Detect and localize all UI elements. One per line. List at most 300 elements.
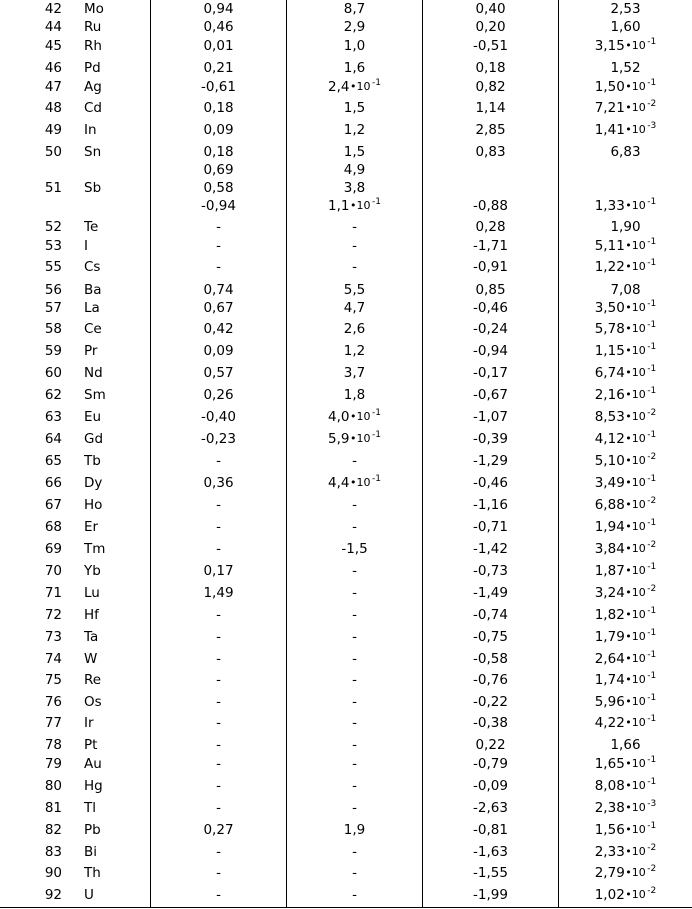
exponent: -1 [647,606,657,616]
value-col-2: - [352,800,357,816]
mantissa: 7,21 [594,100,625,116]
sci-value-col-4 [559,519,692,537]
value-col-3: -1,49 [473,585,508,601]
value-col-3: -1,55 [473,865,508,881]
table-row [0,715,692,731]
value-col-1: - [216,756,221,772]
value-col-2: 4,7 [343,300,366,316]
value-col-2: - [352,453,357,469]
sci-value-col-4 [559,672,692,690]
times-10: •10 [625,80,646,93]
times-10: •10 [625,39,646,52]
sci-value-col-4 [559,122,692,140]
times-10: •10 [350,476,371,489]
atomic-number: 59 [44,343,62,359]
sci-value-col-4 [559,79,692,97]
times-10: •10 [625,322,646,335]
mantissa: 2,4 [328,79,350,95]
exponent: -1 [647,78,657,88]
table-row [0,387,692,403]
element-symbol: Te [84,219,99,235]
value-col-1: - [216,651,221,667]
value-col-3: -0,67 [473,387,508,403]
exponent: -1 [647,320,657,330]
value-col-3: 1,14 [475,100,506,116]
atomic-number: 67 [44,497,62,513]
table-row [0,343,692,359]
mantissa: 1,15 [594,343,625,359]
value-col-2: 1,2 [343,122,366,138]
exponent: -1 [647,299,657,309]
table-row [0,778,692,794]
atomic-number: 47 [44,79,62,95]
mantissa: 3,24 [594,585,625,601]
sci-value-col-4 [559,715,692,733]
mantissa: 1,02 [594,887,625,903]
sci-value-col-4 [559,887,692,905]
element-symbol: Ho [84,497,103,513]
value-col-1: - [216,778,221,794]
value-col-2: - [352,737,357,753]
times-10: •10 [625,432,646,445]
value-col-2: - [352,865,357,881]
value-col-2: 5,5 [343,282,366,298]
sci-value-col-4 [559,756,692,774]
times-10: •10 [625,410,646,423]
element-symbol: Os [84,694,102,710]
exponent: -1 [372,78,381,88]
value-col-1: 0,58 [203,180,234,196]
table-row [0,409,692,425]
value-col-3: -0,81 [473,822,508,838]
value-col-3: -0,74 [473,607,508,623]
atomic-number: 81 [44,800,62,816]
value-col-1: 0,67 [203,300,234,316]
sci-value-col-4 [559,607,692,625]
mantissa: 1,87 [594,563,625,579]
exponent: -1 [647,197,657,207]
value-col-2: - [352,844,357,860]
sci-value-col-4 [559,865,692,883]
value-col-3: 0,18 [475,60,506,76]
sci-value-col-4 [559,409,692,427]
value-col-3: -0,39 [473,431,508,447]
element-symbol: In [84,122,97,138]
times-10: •10 [625,652,646,665]
times-10: •10 [625,866,646,879]
atomic-number: 75 [44,672,62,688]
table-row [0,585,692,601]
exponent: -1 [647,755,657,765]
exponent: -2 [647,886,657,896]
table-row [0,365,692,381]
exponent: -1 [647,386,657,396]
value-col-2: - [352,715,357,731]
exponent: -1 [647,237,657,247]
mantissa: 2,33 [594,844,625,860]
mantissa: 5,96 [594,694,625,710]
element-symbol: Pt [84,737,98,753]
exponent: -2 [647,864,657,874]
exponent: -2 [647,99,657,109]
sci-value-col-4 [559,100,692,118]
sci-value-col-4 [559,321,692,339]
value-col-3: -0,17 [473,365,508,381]
value-col-1: - [216,887,221,903]
value-col-2: - [352,238,357,254]
value-col-1: - [216,453,221,469]
value-col-4: 7,08 [610,282,641,298]
atomic-number: 62 [44,387,62,403]
sci-value-col-4 [559,38,692,56]
value-col-3: -0,94 [473,343,508,359]
atomic-number: 49 [44,122,62,138]
mantissa: 1,82 [594,607,625,623]
sci-value-col-2 [287,409,422,427]
value-col-3: -1,16 [473,497,508,513]
exponent: -2 [647,452,657,462]
sci-value-col-4 [559,541,692,559]
value-col-1: 0,42 [203,321,234,337]
value-col-2: - [352,629,357,645]
value-col-1: 0,69 [203,162,234,178]
value-col-2: 1,8 [343,387,366,403]
mantissa: 2,38 [594,800,625,816]
value-col-3: -2,63 [473,800,508,816]
exponent: -2 [647,496,657,506]
element-symbol: Tb [84,453,101,469]
atomic-number: 77 [44,715,62,731]
atomic-number: 70 [44,563,62,579]
atomic-number: 53 [44,238,62,254]
value-col-2: - [352,887,357,903]
element-symbol: Sb [84,180,102,196]
atomic-number: 82 [44,822,62,838]
table-row [0,865,692,881]
atomic-number: 66 [44,475,62,491]
element-symbol: La [84,300,100,316]
element-symbol: Ru [84,19,102,35]
value-col-2: 1,5 [343,144,366,160]
mantissa: 3,84 [594,541,625,557]
element-symbol: Ce [84,321,102,337]
mantissa: 1,56 [594,822,625,838]
element-symbol: Bi [84,844,98,860]
exponent: -1 [647,342,657,352]
value-col-2: 3,8 [343,180,366,196]
atomic-number: 45 [44,38,62,54]
table-row [0,1,692,17]
mantissa: 1,1 [328,198,350,214]
value-col-3: -0,91 [473,259,508,275]
exponent: -3 [647,799,657,809]
value-col-1: 0,57 [203,365,234,381]
value-col-3: -1,07 [473,409,508,425]
atomic-number: 80 [44,778,62,794]
table-row [0,259,692,275]
sci-value-col-4 [559,259,692,277]
times-10: •10 [625,260,646,273]
atomic-number: 63 [44,409,62,425]
value-col-3: 0,40 [475,1,506,17]
exponent: -1 [647,474,657,484]
value-col-1: - [216,737,221,753]
atomic-number: 79 [44,756,62,772]
value-col-1: - [216,607,221,623]
atomic-number: 60 [44,365,62,381]
atomic-number: 52 [44,219,62,235]
value-col-1: - [216,541,221,557]
sci-value-col-4 [559,387,692,405]
table-row [0,519,692,535]
atomic-number: 90 [44,865,62,881]
times-10: •10 [625,757,646,770]
value-col-1: - [216,219,221,235]
mantissa: 5,11 [594,238,625,254]
value-col-4: 1,60 [610,19,641,35]
element-symbol: Gd [84,431,104,447]
sci-value-col-4 [559,800,692,818]
element-symbol: Cs [84,259,101,275]
element-symbol: Er [84,519,99,535]
value-col-3: 0,20 [475,19,506,35]
sci-value-col-4 [559,453,692,471]
times-10: •10 [625,586,646,599]
times-10: •10 [625,564,646,577]
times-10: •10 [625,823,646,836]
value-col-2: - [352,497,357,513]
value-col-1: - [216,629,221,645]
value-col-1: 0,94 [203,1,234,17]
sci-value-col-4 [559,238,692,256]
table-row [0,629,692,645]
value-col-3: -0,22 [473,694,508,710]
element-symbol: Re [84,672,102,688]
mantissa: 4,22 [594,715,625,731]
exponent: -1 [647,693,657,703]
value-col-2: 1,0 [343,38,366,54]
times-10: •10 [625,888,646,901]
times-10: •10 [625,801,646,814]
sci-value-col-4 [559,300,692,318]
element-symbol: Rh [84,38,102,54]
times-10: •10 [625,388,646,401]
value-col-2: 3,7 [343,365,366,381]
value-col-1: 0,09 [203,343,234,359]
value-col-1: 0,74 [203,282,234,298]
times-10: •10 [625,716,646,729]
exponent: -1 [647,650,657,660]
element-symbol: Ta [84,629,99,645]
value-col-1: - [216,497,221,513]
exponent: -1 [647,430,657,440]
table-row [0,144,692,160]
value-col-1: -0,40 [201,409,236,425]
table-row [0,453,692,469]
value-col-3: -0,46 [473,300,508,316]
times-10: •10 [625,476,646,489]
exponent: -1 [647,258,657,268]
value-col-1: 0,46 [203,19,234,35]
mantissa: 5,9 [328,431,350,447]
times-10: •10 [625,239,646,252]
times-10: •10 [350,199,371,212]
value-col-1: 0,01 [203,38,234,54]
table-row [0,694,692,710]
element-symbol: Au [84,756,102,772]
atomic-number: 92 [44,887,62,903]
atomic-number: 58 [44,321,62,337]
table-row [0,607,692,623]
value-col-4: 1,52 [610,60,641,76]
value-col-3: -0,09 [473,778,508,794]
element-symbol: W [84,651,98,667]
value-col-2: - [352,672,357,688]
sci-value-col-2 [287,475,422,493]
value-col-2: - [352,694,357,710]
table-row [0,79,692,95]
atomic-number: 69 [44,541,62,557]
mantissa: 6,88 [594,497,625,513]
exponent: -1 [372,430,381,440]
value-col-2: - [352,607,357,623]
mantissa: 2,16 [594,387,625,403]
value-col-3: -0,79 [473,756,508,772]
value-col-3: -1,42 [473,541,508,557]
atomic-number: 73 [44,629,62,645]
value-col-2: -1,5 [341,541,368,557]
table-row [0,122,692,138]
exponent: -2 [647,408,657,418]
mantissa: 4,12 [594,431,625,447]
value-col-2: 8,7 [343,1,366,17]
element-symbol: Th [84,865,101,881]
table-row [0,238,692,254]
mantissa: 4,0 [328,409,350,425]
value-col-2: - [352,585,357,601]
mantissa: 1,22 [594,259,625,275]
times-10: •10 [625,123,646,136]
times-10: •10 [625,630,646,643]
atomic-number: 55 [44,259,62,275]
value-col-2: 2,9 [343,19,366,35]
value-col-3: 0,82 [475,79,506,95]
times-10: •10 [625,301,646,314]
value-col-1: 0,36 [203,475,234,491]
value-col-4: 2,53 [610,1,641,17]
exponent: -1 [647,37,657,47]
element-symbol: Mo [84,1,104,17]
value-col-2: - [352,756,357,772]
table-row [0,756,692,772]
table-row [0,651,692,667]
exponent: -1 [647,562,657,572]
table-row [0,431,692,447]
value-col-2: - [352,778,357,794]
sci-value-col-4 [559,844,692,862]
exponent: -1 [647,671,657,681]
mantissa: 2,64 [594,651,625,667]
atomic-number: 50 [44,144,62,160]
value-col-2: 1,6 [343,60,366,76]
sci-value-col-4 [559,694,692,712]
value-col-1: 1,49 [203,585,234,601]
element-symbol: Pr [84,343,98,359]
value-col-1: 0,18 [203,144,234,160]
exponent: -1 [372,197,381,207]
value-col-3: -0,38 [473,715,508,731]
atomic-number: 78 [44,737,62,753]
table-row [0,19,692,35]
table-row [0,162,692,178]
value-col-3: -0,46 [473,475,508,491]
value-col-2: - [352,519,357,535]
value-col-1: 0,18 [203,100,234,116]
value-col-1: - [216,694,221,710]
table-row [0,672,692,688]
value-col-4: 1,90 [610,219,641,235]
times-10: •10 [625,366,646,379]
exponent: -1 [647,777,657,787]
value-col-3: 0,28 [475,219,506,235]
sci-value-col-4 [559,365,692,383]
value-col-3: -0,24 [473,321,508,337]
sci-value-col-4 [559,585,692,603]
value-col-3: -0,51 [473,38,508,54]
element-symbol: Tm [84,541,106,557]
element-symbol: Ba [84,282,102,298]
exponent: -1 [647,364,657,374]
value-col-1: -0,61 [201,79,236,95]
value-col-3: -0,75 [473,629,508,645]
element-symbol: Hg [84,778,103,794]
value-col-1: -0,23 [201,431,236,447]
value-col-4: 6,83 [610,144,641,160]
sci-value-col-2 [287,431,422,449]
mantissa: 6,74 [594,365,625,381]
element-symbol: Pb [84,822,101,838]
exponent: -2 [647,843,657,853]
mantissa: 1,33 [594,198,625,214]
element-symbol: Hf [84,607,99,623]
sci-value-col-2 [287,198,422,216]
element-symbol: Sn [84,144,102,160]
value-col-1: - [216,238,221,254]
mantissa: 8,53 [594,409,625,425]
exponent: -2 [647,584,657,594]
value-col-3: -0,73 [473,563,508,579]
exponent: -1 [647,821,657,831]
sci-value-col-4 [559,475,692,493]
mantissa: 1,50 [594,79,625,95]
element-symbol: Lu [84,585,100,601]
value-col-1: - [216,519,221,535]
times-10: •10 [350,410,371,423]
times-10: •10 [350,432,371,445]
element-symbol: Sm [84,387,106,403]
value-col-1: 0,21 [203,60,234,76]
element-symbol: Cd [84,100,102,116]
mantissa: 5,10 [594,453,625,469]
element-symbol: Ir [84,715,94,731]
atomic-number: 72 [44,607,62,623]
element-symbol: U [84,887,94,903]
value-col-3: -1,99 [473,887,508,903]
table-bottom-border [0,907,692,908]
sci-value-col-2 [287,79,422,97]
times-10: •10 [625,344,646,357]
atomic-number: 76 [44,694,62,710]
